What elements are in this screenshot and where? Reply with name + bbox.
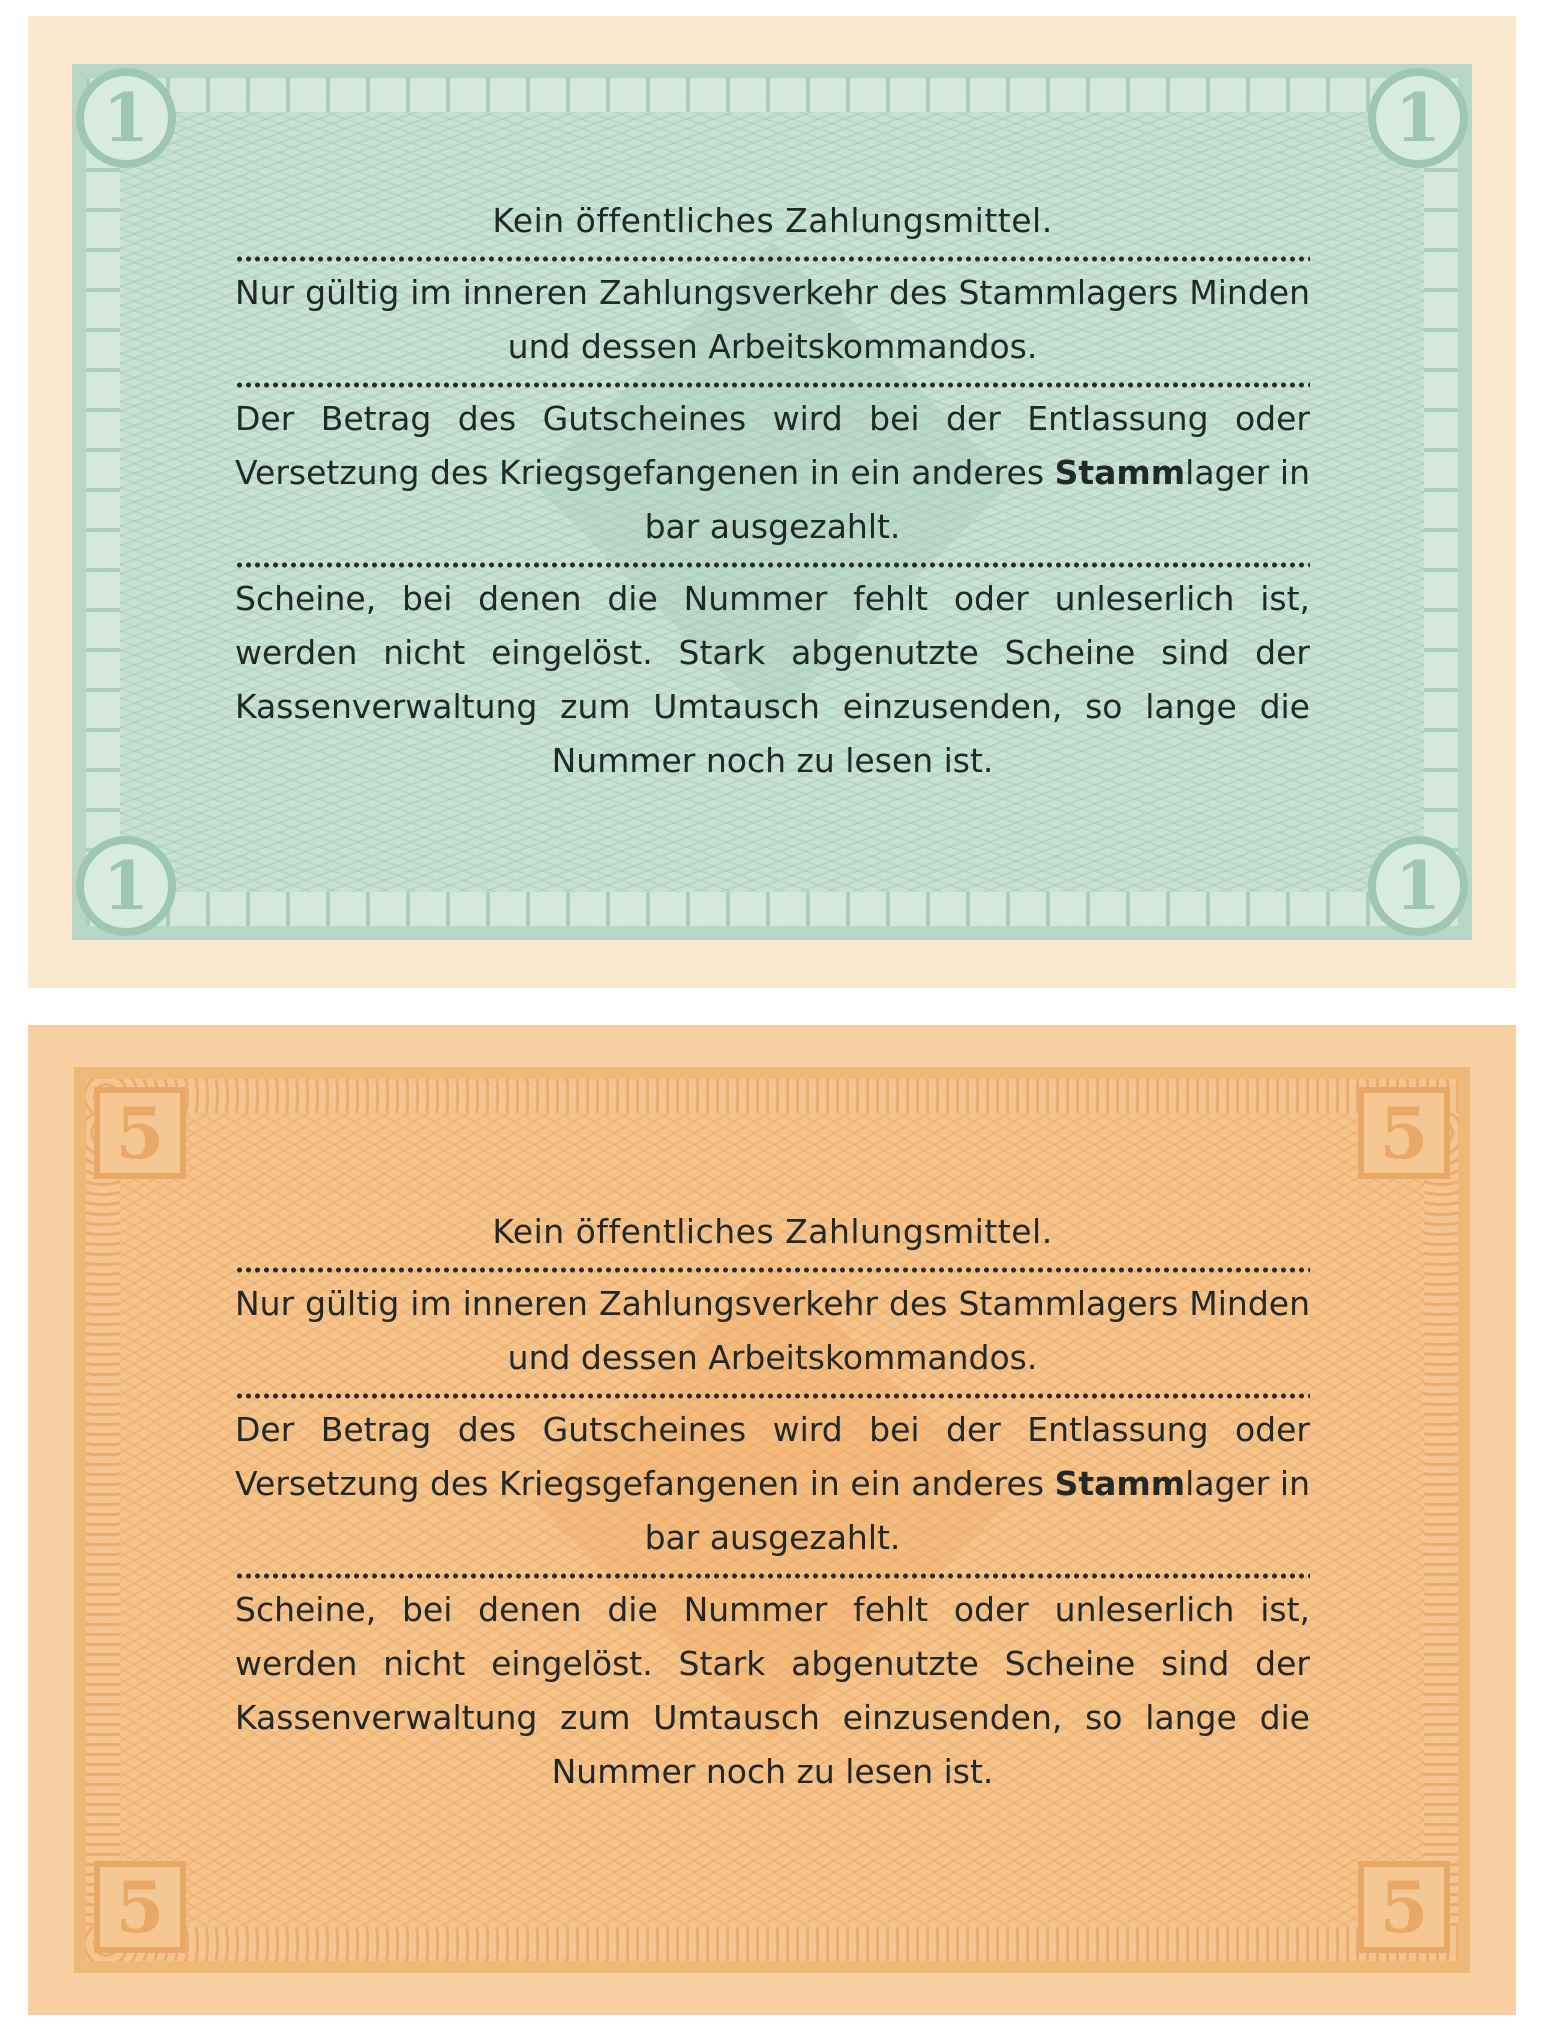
payout-bold-text: Stamm bbox=[1054, 1464, 1186, 1503]
dotted-divider bbox=[235, 254, 1310, 264]
ornament-band-top bbox=[86, 1079, 1458, 1113]
dotted-divider bbox=[235, 1571, 1310, 1581]
ornament-band-top bbox=[86, 78, 1458, 112]
dotted-divider bbox=[235, 560, 1310, 570]
dotted-divider bbox=[235, 1265, 1310, 1275]
validity-paragraph: Nur gültig im inneren Zahlungsverkehr des Stammlagers Minden und dessen Arbeitskommandos. bbox=[235, 273, 1310, 366]
redemption-paragraph: Scheine, bei denen die Nummer fehlt oder unleserlich ist, werden nicht eingelöst. Stark abgenutzte Scheine sind der Kassenverwaltung zum Umtausch einzusenden, so lange die Nummer noch zu lesen ist. bbox=[235, 1590, 1310, 1791]
denomination-corner: 5 bbox=[1358, 1861, 1450, 1953]
note-heading: Kein öffentliches Zahlungsmittel. bbox=[492, 201, 1053, 240]
payout-paragraph bbox=[235, 1403, 1310, 1565]
denomination-corner: 1 bbox=[76, 836, 176, 936]
ornament-side-left bbox=[86, 1113, 120, 1927]
denomination-corner: 5 bbox=[94, 1861, 186, 1953]
ornament-band-bottom bbox=[86, 1927, 1458, 1961]
note-heading: Kein öffentliches Zahlungsmittel. bbox=[492, 1212, 1053, 1251]
denomination-corner: 5 bbox=[1358, 1087, 1450, 1179]
payout-text-end: lager in bar ausgezahlt. bbox=[644, 1464, 1310, 1557]
ornament-side-right bbox=[1424, 112, 1458, 892]
note-text bbox=[235, 1205, 1310, 1799]
dotted-divider bbox=[235, 380, 1310, 390]
payout-text: Der Betrag des Gutscheines wird bei der Entlassung oder Versetzung des Kriegsgefangenen in ein anderes bbox=[235, 399, 1310, 492]
payout-bold-text: Stamm bbox=[1054, 453, 1186, 492]
note-text bbox=[235, 194, 1310, 788]
dotted-divider bbox=[235, 1391, 1310, 1401]
validity-paragraph: Nur gültig im inneren Zahlungsverkehr des Stammlagers Minden und dessen Arbeitskommandos. bbox=[235, 1284, 1310, 1377]
ornament-band-bottom bbox=[86, 892, 1458, 926]
denomination-corner: 1 bbox=[1368, 68, 1468, 168]
ornament-side-left bbox=[86, 112, 120, 892]
payout-text: Der Betrag des Gutscheines wird bei der Entlassung oder Versetzung des Kriegsgefangenen in ein anderes bbox=[235, 1410, 1310, 1503]
payout-paragraph bbox=[235, 392, 1310, 554]
redemption-paragraph: Scheine, bei denen die Nummer fehlt oder unleserlich ist, werden nicht eingelöst. Stark abgenutzte Scheine sind der Kassenverwaltung zum Umtausch einzusenden, so lange die Nummer noch zu lesen ist. bbox=[235, 579, 1310, 780]
banknote-5 bbox=[28, 1025, 1516, 2015]
denomination-corner: 5 bbox=[94, 1087, 186, 1179]
denomination-corner: 1 bbox=[76, 68, 176, 168]
denomination-corner: 1 bbox=[1368, 836, 1468, 936]
payout-text-end: lager in bar ausgezahlt. bbox=[644, 453, 1310, 546]
banknote-1 bbox=[28, 16, 1516, 988]
ornament-side-right bbox=[1424, 1113, 1458, 1927]
